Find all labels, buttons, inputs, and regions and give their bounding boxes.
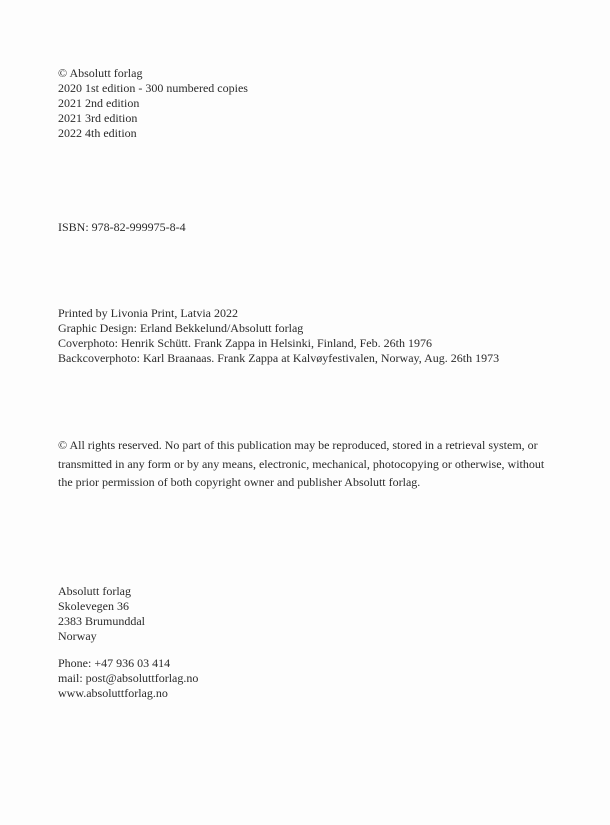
coverphoto-credit: Coverphoto: Henrik Schütt. Frank Zappa in Helsinki, Finland, Feb. 26th 1976 bbox=[58, 336, 432, 350]
isbn: ISBN: 978-82-999975-8-4 bbox=[58, 220, 186, 234]
edition-history bbox=[58, 66, 248, 141]
printer-credit: Printed by Livonia Print, Latvia 2022 bbox=[58, 306, 238, 320]
edition-line: 2021 3rd edition bbox=[58, 111, 138, 125]
rights-notice-line: the prior permission of both copyright owner and publisher Absolutt forlag. bbox=[58, 475, 421, 489]
backcoverphoto-credit: Backcoverphoto: Karl Braanaas. Frank Zappa at Kalvøyfestivalen, Norway, Aug. 26th 1973 bbox=[58, 351, 500, 365]
country: Norway bbox=[58, 629, 97, 643]
design-credit: Graphic Design: Erland Bekkelund/Absolutt forlag bbox=[58, 321, 304, 335]
rights-notice-line: transmitted in any form or by any means, electronic, mechanical, photocopying or otherwise, without bbox=[58, 456, 545, 471]
edition-line: 2020 1st edition - 300 numbered copies bbox=[58, 81, 248, 95]
isbn-block bbox=[58, 220, 186, 235]
copyright-line: © Absolutt forlag bbox=[58, 66, 143, 80]
publisher-address bbox=[58, 584, 145, 644]
rights-notice bbox=[58, 436, 568, 492]
street-address: Skolevegen 36 bbox=[58, 599, 129, 613]
postal-city: 2383 Brumunddal bbox=[58, 614, 145, 628]
website: www.absoluttforlag.no bbox=[58, 686, 168, 700]
edition-line: 2021 2nd edition bbox=[58, 96, 140, 110]
contact-info bbox=[58, 656, 198, 701]
phone: Phone: +47 936 03 414 bbox=[58, 656, 171, 670]
rights-notice-line: © All rights reserved. No part of this publication may be reproduced, stored in a retrieval system, or bbox=[58, 438, 538, 452]
email: mail: post@absoluttforlag.no bbox=[58, 671, 199, 685]
production-credits bbox=[58, 306, 499, 366]
publisher-name: Absolutt forlag bbox=[58, 584, 131, 598]
edition-line: 2022 4th edition bbox=[58, 126, 137, 140]
